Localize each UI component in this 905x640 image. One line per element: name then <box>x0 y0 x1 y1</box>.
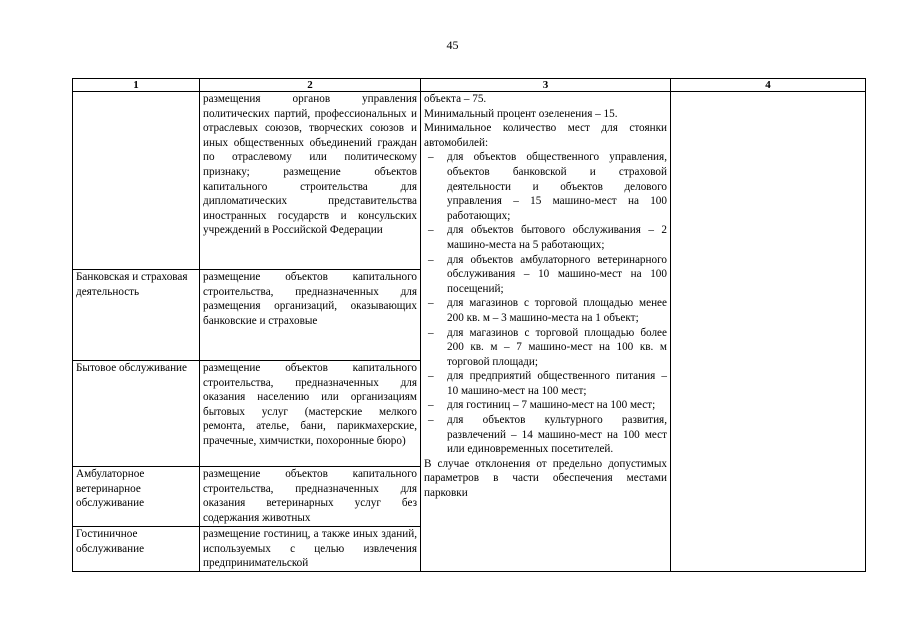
row-description-cell: размещения органов управления политических партий, профессиональных и отраслевых союзов, творческих союзов и иных общественных объединений граждан по отраслевому или политическому признаку; размещение объектов капитального строительства для дипломатических представительства иностранных государств и консульских учреждений в Российской Федерации <box>200 92 421 270</box>
parameters-intro-line: объекта – 75. <box>424 93 487 105</box>
parameters-outro: В случае отклонения от предельно допустимых параметров в части обеспечения местами парковки <box>424 457 667 500</box>
row-name-cell: Амбулаторное ветеринарное обслуживание <box>73 467 200 527</box>
row-description-cell: размещение объектов капитального строительства, предназначенных для оказания населению или организациям бытовых услуг (мастерские мелкого ремонта, ателье, бани, парикмахерские, прачечные, химчистки, похоронные бюро) <box>200 361 421 467</box>
list-item: – для объектов культурного развития, развлечений – 14 машино-мест на 100 мест или единовременных посетителей. <box>424 413 667 457</box>
table-row <box>73 92 866 270</box>
list-item: – для объектов амбулаторного ветеринарного обслуживания – 10 машино-мест на 100 посещений; <box>424 253 667 297</box>
header-col-1: 1 <box>73 79 200 92</box>
row-name-cell: Банковская и страховая деятельность <box>73 270 200 361</box>
list-item: – для объектов бытового обслуживания – 2 машино-места на 5 работающих; <box>424 223 667 252</box>
regulations-table <box>72 78 866 572</box>
parking-requirements-list <box>424 150 667 456</box>
header-col-4: 4 <box>671 79 866 92</box>
table-header-row <box>73 79 866 92</box>
list-item: – для магазинов с торговой площадью менее 200 кв. м – 3 машино-места на 1 объект; <box>424 296 667 325</box>
page-number: 45 <box>446 38 459 52</box>
parameters-intro-line: Минимальный процент озеленения – 15. <box>424 107 618 120</box>
list-item: – для магазинов с торговой площадью более 200 кв. м – 7 машино-мест на 100 кв. м торговой площади; <box>424 326 667 370</box>
header-col-2: 2 <box>200 79 421 92</box>
row-description-cell: размещение объектов капитального строительства, предназначенных для оказания ветеринарных услуг без содержания животных <box>200 467 421 527</box>
parameters-intro-line: Минимальное количество мест для стоянки автомобилей: <box>424 122 667 149</box>
list-item: – для гостиниц – 7 машино-мест на 100 мест; <box>424 398 667 413</box>
row-description-cell: размещение объектов капитального строительства, предназначенных для размещения организаций, оказывающих банковские и страховые <box>200 270 421 361</box>
row-name-cell <box>73 92 200 270</box>
parameters-cell <box>421 92 671 572</box>
row-name-cell: Гостиничное обслуживание <box>73 527 200 572</box>
header-col-3: 3 <box>421 79 671 92</box>
list-item: – для объектов общественного управления, объектов банковской и страховой деятельности и объектов делового управления – 15 машино-мест на 100 работающих; <box>424 150 667 223</box>
notes-cell <box>671 92 866 572</box>
list-item: – для предприятий общественного питания – 10 машино-мест на 100 мест; <box>424 369 667 398</box>
row-name-cell: Бытовое обслуживание <box>73 361 200 467</box>
row-description-cell: размещение гостиниц, а также иных зданий, используемых с целью извлечения предпринимательской <box>200 527 421 572</box>
